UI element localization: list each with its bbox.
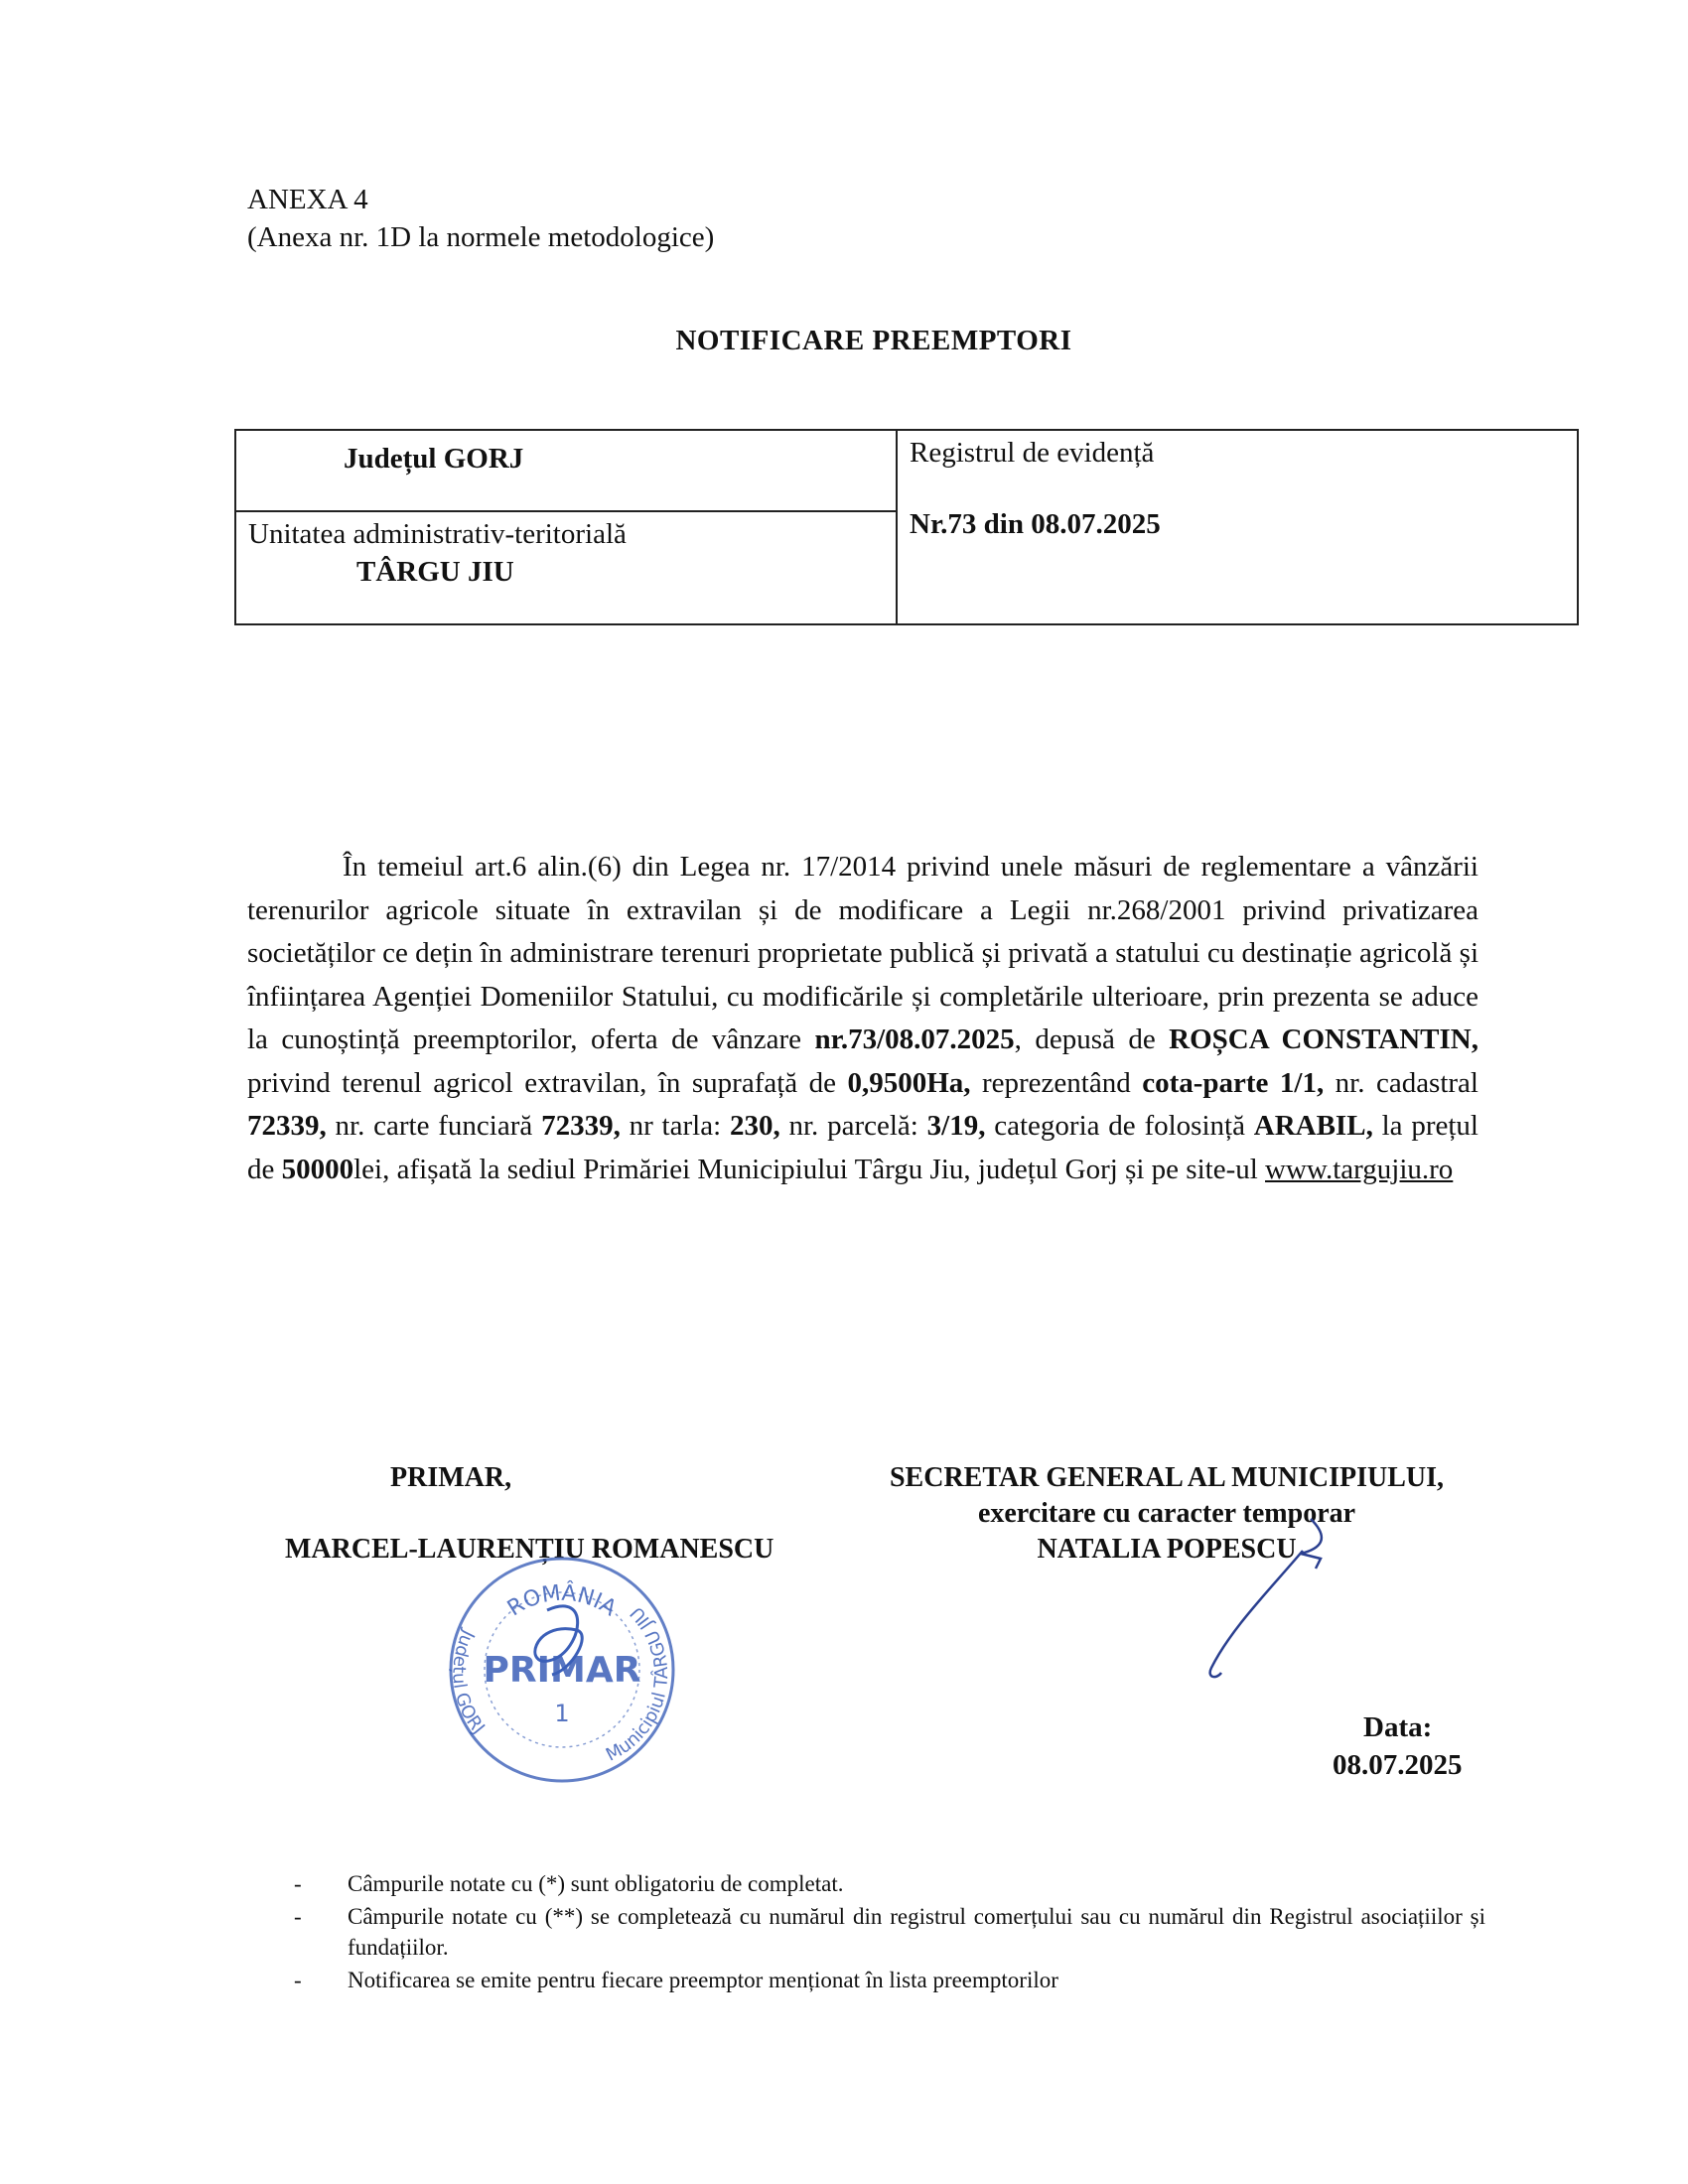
paragraph-text: lei, afișată la sediul Primăriei Municipiului Târgu Jiu, județul Gorj și pe site-ul	[353, 1153, 1266, 1185]
paragraph-text: privind terenul agricol extravilan, în suprafață de	[247, 1066, 848, 1099]
paragraph-text: categoria de folosință	[985, 1110, 1254, 1142]
table-divider-horizontal	[236, 510, 896, 512]
footnote-item: - Notificarea se emite pentru fiecare preemptor menționat în lista preemptorilor	[294, 1968, 1058, 1992]
stamp-center-text: PRIMAR	[483, 1650, 641, 1691]
offer-number: nr.73/08.07.2025	[814, 1024, 1015, 1055]
stamp-number: 1	[554, 1700, 570, 1727]
footnote-item: - Câmpurile notate cu (*) sunt obligatoriu de completat.	[294, 1871, 844, 1896]
annex-label: ANEXA 4	[247, 184, 368, 215]
paragraph-text: nr. parcelă:	[779, 1110, 927, 1142]
mayor-stamp	[443, 1551, 681, 1789]
register-table	[234, 429, 1579, 625]
svg-text:ROMÂNIA	[503, 1580, 621, 1622]
register-number: Nr.73 din 08.07.2025	[910, 508, 1161, 540]
parcel-number: 3/19,	[926, 1110, 986, 1142]
uat-label: Unitatea administrativ-teritorială	[248, 518, 627, 550]
footnote-text: Câmpurile notate cu (*) sunt obligatoriu de completat.	[348, 1871, 844, 1896]
secretary-name: NATALIA POPESCU	[1037, 1534, 1297, 1565]
secretary-signature	[1192, 1509, 1340, 1688]
footnote-item: - Câmpurile notate cu (**) se completează cu numărul din registrul comerțului sau cu numărul din Registrul asociațiilor și fundațiilor.	[294, 1904, 1485, 1960]
county-cell: Județul GORJ	[344, 443, 524, 475]
paragraph-text: nr. cadastral	[1324, 1066, 1478, 1099]
date-label: Data:	[1363, 1711, 1433, 1743]
notice-paragraph	[247, 846, 1478, 1191]
website-link[interactable]: www.targujiu.ro	[1265, 1153, 1454, 1185]
secretary-title: SECRETAR GENERAL AL MUNICIPIULUI,	[889, 1462, 1445, 1493]
paragraph-text: reprezentând	[970, 1066, 1143, 1099]
table-divider-vertical	[896, 431, 898, 623]
land-area: 0,9500Ha,	[847, 1066, 971, 1099]
paragraph-text: nr tarla:	[620, 1110, 730, 1142]
tarla-number: 230,	[729, 1110, 780, 1142]
share-value: cota-parte 1/1,	[1142, 1066, 1325, 1099]
seller-name: ROȘCA CONSTANTIN,	[1169, 1024, 1479, 1055]
price-value: 50000	[281, 1153, 354, 1185]
use-category: ARABIL,	[1253, 1110, 1373, 1142]
land-book-number: 72339,	[541, 1110, 621, 1142]
secretary-note: exercitare cu caracter temporar	[977, 1498, 1356, 1529]
footnotes	[294, 1868, 1485, 1997]
document-title: NOTIFICARE PREEMPTORI	[675, 325, 1072, 356]
stamp-right-text: Municipiul TÂRGU JIU	[602, 1602, 673, 1766]
annex-block	[247, 181, 714, 256]
annex-reference: (Anexa nr. 1D la normele metodologice)	[247, 221, 715, 253]
footnote-text: Câmpurile notate cu (**) se completează cu numărul din registrul comerțului sau cu numărul din Registrul asociațiilor și fundațiilor.	[348, 1904, 1485, 1960]
uat-value: TÂRGU JIU	[356, 556, 514, 588]
stamp-left-text: Județul GORJ	[448, 1626, 490, 1739]
date-value: 08.07.2025	[1333, 1749, 1463, 1781]
mayor-name: MARCEL-LAURENȚIU ROMANESCU	[285, 1534, 774, 1565]
stamp-top-text: ROMÂNIA	[502, 1580, 622, 1622]
paragraph-text: , depusă de	[1014, 1024, 1170, 1055]
register-label: Registrul de evidență	[910, 437, 1155, 469]
mayor-title: PRIMAR,	[390, 1462, 512, 1493]
paragraph-text: la prețul de	[247, 1110, 1478, 1185]
paragraph-text: În temeiul art.6 alin.(6) din Legea nr. 17/2014 privind unele măsuri de reglementare a vânzării terenurilor agricole situate în extravilan și de modificare a Legii nr.268/2001 privind privatizarea societăților ce dețin în administrare terenuri proprietate publică și privată a statului cu destinație agricolă și înființarea Agenției Domeniilor Statului, cu modificările și completările ulterioare, prin prezenta se aduce la cunoștință preemptorilor, oferta de vânzare	[247, 851, 1478, 1055]
cadastral-number: 72339,	[247, 1110, 327, 1142]
footnote-text: Notificarea se emite pentru fiecare preemptor menționat în lista preemptorilor	[348, 1968, 1058, 1992]
paragraph-text: nr. carte funciară	[326, 1110, 542, 1142]
